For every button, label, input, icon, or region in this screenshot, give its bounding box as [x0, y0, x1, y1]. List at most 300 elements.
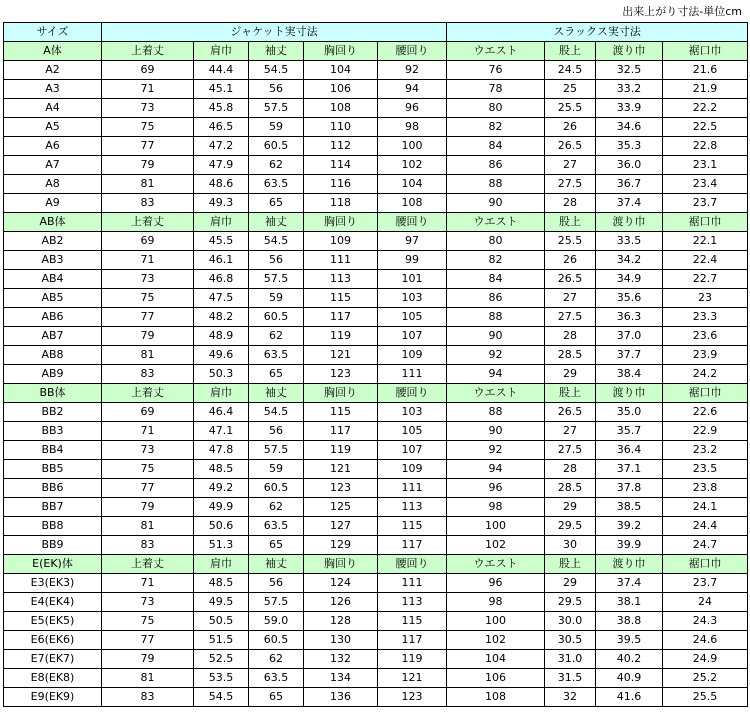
header-slacks: スラックス実寸法: [447, 23, 748, 42]
measurement-cell: 41.6: [596, 688, 663, 707]
measurement-cell: 75: [102, 612, 194, 631]
size-cell: AB3: [4, 251, 102, 270]
measurement-cell: 90: [447, 327, 545, 346]
table-row: [4, 194, 748, 213]
measurement-cell: 54.5: [249, 61, 304, 80]
size-cell: E4(EK4): [4, 593, 102, 612]
measurement-cell: 28.5: [545, 346, 596, 365]
table-row: [4, 251, 748, 270]
measurement-cell: 49.5: [194, 593, 249, 612]
measurement-cell: 59.0: [249, 612, 304, 631]
measurement-cell: 62: [249, 650, 304, 669]
column-header: 上着丈: [102, 555, 194, 574]
measurement-cell: 27: [545, 289, 596, 308]
measurement-cell: 37.4: [596, 574, 663, 593]
column-header: ウエスト: [447, 384, 545, 403]
measurement-cell: 102: [447, 536, 545, 555]
measurement-cell: 98: [378, 118, 447, 137]
measurement-cell: 105: [378, 422, 447, 441]
measurement-cell: 26.5: [545, 137, 596, 156]
size-cell: BB8: [4, 517, 102, 536]
measurement-cell: 23.7: [663, 574, 748, 593]
measurement-cell: 54.5: [194, 688, 249, 707]
measurement-cell: 37.0: [596, 327, 663, 346]
size-cell: A9: [4, 194, 102, 213]
column-header: ウエスト: [447, 555, 545, 574]
measurement-cell: 81: [102, 517, 194, 536]
measurement-cell: 79: [102, 156, 194, 175]
measurement-cell: 76: [447, 61, 545, 80]
measurement-cell: 134: [304, 669, 378, 688]
column-header: 股上: [545, 42, 596, 61]
measurement-cell: 123: [304, 479, 378, 498]
section-title: E(EK)体: [4, 555, 102, 574]
column-header: 胸回り: [304, 555, 378, 574]
measurement-cell: 29.5: [545, 593, 596, 612]
column-header: 渡り巾: [596, 384, 663, 403]
measurement-cell: 102: [447, 631, 545, 650]
table-row: [4, 137, 748, 156]
size-cell: AB6: [4, 308, 102, 327]
size-cell: AB5: [4, 289, 102, 308]
measurement-cell: 107: [378, 441, 447, 460]
table-row: [4, 403, 748, 422]
measurement-cell: 111: [378, 479, 447, 498]
measurement-cell: 98: [447, 498, 545, 517]
size-cell: A6: [4, 137, 102, 156]
size-cell: E6(EK6): [4, 631, 102, 650]
table-row: [4, 175, 748, 194]
measurement-cell: 77: [102, 631, 194, 650]
measurement-cell: 88: [447, 175, 545, 194]
measurement-cell: 30.0: [545, 612, 596, 631]
measurement-cell: 38.8: [596, 612, 663, 631]
measurement-cell: 32: [545, 688, 596, 707]
measurement-cell: 27.5: [545, 308, 596, 327]
measurement-cell: 47.1: [194, 422, 249, 441]
measurement-cell: 36.4: [596, 441, 663, 460]
measurement-cell: 69: [102, 61, 194, 80]
measurement-cell: 129: [304, 536, 378, 555]
size-cell: BB7: [4, 498, 102, 517]
measurement-cell: 56: [249, 80, 304, 99]
measurement-cell: 23.8: [663, 479, 748, 498]
measurement-cell: 92: [447, 441, 545, 460]
measurement-cell: 73: [102, 99, 194, 118]
measurement-cell: 121: [304, 460, 378, 479]
measurement-cell: 71: [102, 251, 194, 270]
measurement-cell: 49.6: [194, 346, 249, 365]
measurement-cell: 28: [545, 194, 596, 213]
measurement-cell: 57.5: [249, 270, 304, 289]
measurement-cell: 69: [102, 232, 194, 251]
column-header: 肩巾: [194, 555, 249, 574]
measurement-cell: 23.3: [663, 308, 748, 327]
measurement-cell: 125: [304, 498, 378, 517]
measurement-cell: 75: [102, 118, 194, 137]
measurement-cell: 24.3: [663, 612, 748, 631]
section-header-row: [4, 213, 748, 232]
column-header: 袖丈: [249, 555, 304, 574]
measurement-cell: 84: [447, 270, 545, 289]
measurement-cell: 84: [447, 137, 545, 156]
table-row: [4, 612, 748, 631]
column-header: 袖丈: [249, 213, 304, 232]
measurement-cell: 118: [304, 194, 378, 213]
measurement-cell: 81: [102, 669, 194, 688]
measurement-cell: 35.6: [596, 289, 663, 308]
measurement-cell: 24.4: [663, 517, 748, 536]
measurement-cell: 124: [304, 574, 378, 593]
measurement-cell: 26.5: [545, 270, 596, 289]
measurement-cell: 65: [249, 536, 304, 555]
measurement-cell: 35.0: [596, 403, 663, 422]
measurement-cell: 109: [304, 232, 378, 251]
measurement-cell: 73: [102, 441, 194, 460]
measurement-cell: 102: [378, 156, 447, 175]
section-header-row: [4, 384, 748, 403]
measurement-cell: 65: [249, 365, 304, 384]
measurement-cell: 27.5: [545, 175, 596, 194]
measurement-cell: 88: [447, 403, 545, 422]
size-cell: A7: [4, 156, 102, 175]
measurement-cell: 90: [447, 194, 545, 213]
header-size: サイズ: [4, 23, 102, 42]
column-header: 腰回り: [378, 213, 447, 232]
table-row: [4, 498, 748, 517]
measurement-cell: 39.2: [596, 517, 663, 536]
measurement-cell: 103: [378, 289, 447, 308]
measurement-cell: 119: [304, 441, 378, 460]
measurement-cell: 86: [447, 289, 545, 308]
column-header: 股上: [545, 384, 596, 403]
measurement-cell: 73: [102, 593, 194, 612]
measurement-cell: 71: [102, 574, 194, 593]
measurement-cell: 45.1: [194, 80, 249, 99]
measurement-cell: 116: [304, 175, 378, 194]
measurement-cell: 104: [447, 650, 545, 669]
measurement-cell: 50.3: [194, 365, 249, 384]
measurement-cell: 113: [378, 593, 447, 612]
size-cell: E7(EK7): [4, 650, 102, 669]
measurement-cell: 60.5: [249, 308, 304, 327]
measurement-cell: 49.2: [194, 479, 249, 498]
measurement-cell: 37.1: [596, 460, 663, 479]
size-cell: E9(EK9): [4, 688, 102, 707]
measurement-cell: 25.5: [663, 688, 748, 707]
measurement-cell: 52.5: [194, 650, 249, 669]
table-row: [4, 517, 748, 536]
table-row: [4, 80, 748, 99]
measurement-cell: 23: [663, 289, 748, 308]
measurement-cell: 21.9: [663, 80, 748, 99]
size-cell: BB2: [4, 403, 102, 422]
measurement-cell: 63.5: [249, 669, 304, 688]
size-cell: AB4: [4, 270, 102, 289]
measurement-cell: 83: [102, 536, 194, 555]
measurement-cell: 28.5: [545, 479, 596, 498]
header-jacket: ジャケット実寸法: [102, 23, 447, 42]
measurement-cell: 56: [249, 251, 304, 270]
measurement-cell: 111: [378, 365, 447, 384]
column-header: 腰回り: [378, 384, 447, 403]
measurement-cell: 38.4: [596, 365, 663, 384]
size-cell: A2: [4, 61, 102, 80]
measurement-cell: 73: [102, 270, 194, 289]
measurement-cell: 47.9: [194, 156, 249, 175]
measurement-cell: 33.2: [596, 80, 663, 99]
table-row: [4, 346, 748, 365]
measurement-cell: 48.9: [194, 327, 249, 346]
size-cell: A5: [4, 118, 102, 137]
measurement-cell: 51.5: [194, 631, 249, 650]
measurement-cell: 77: [102, 137, 194, 156]
measurement-cell: 22.5: [663, 118, 748, 137]
measurement-cell: 117: [378, 536, 447, 555]
measurement-cell: 27: [545, 422, 596, 441]
table-row: [4, 422, 748, 441]
column-header: ウエスト: [447, 42, 545, 61]
column-header: 胸回り: [304, 213, 378, 232]
column-header: 肩巾: [194, 42, 249, 61]
measurement-cell: 28: [545, 460, 596, 479]
measurement-cell: 94: [447, 365, 545, 384]
measurement-cell: 113: [304, 270, 378, 289]
table-row: [4, 365, 748, 384]
measurement-cell: 83: [102, 194, 194, 213]
measurement-cell: 96: [447, 574, 545, 593]
column-header: 腰回り: [378, 555, 447, 574]
measurement-cell: 104: [304, 61, 378, 80]
measurement-cell: 37.8: [596, 479, 663, 498]
column-header: 腰回り: [378, 42, 447, 61]
measurement-cell: 111: [378, 574, 447, 593]
column-header: 裾口巾: [663, 384, 748, 403]
measurement-cell: 119: [304, 327, 378, 346]
measurement-cell: 57.5: [249, 99, 304, 118]
size-cell: AB2: [4, 232, 102, 251]
measurement-cell: 26: [545, 251, 596, 270]
section-header-row: [4, 42, 748, 61]
measurement-cell: 39.9: [596, 536, 663, 555]
measurement-cell: 71: [102, 422, 194, 441]
column-header: ウエスト: [447, 213, 545, 232]
measurement-cell: 94: [447, 460, 545, 479]
measurement-cell: 22.9: [663, 422, 748, 441]
measurement-cell: 94: [378, 80, 447, 99]
measurement-cell: 115: [378, 517, 447, 536]
measurement-cell: 47.5: [194, 289, 249, 308]
section-title: AB体: [4, 213, 102, 232]
measurement-cell: 123: [304, 365, 378, 384]
measurement-cell: 92: [378, 61, 447, 80]
table-row: [4, 688, 748, 707]
table-row: [4, 593, 748, 612]
section-header-row: [4, 555, 748, 574]
measurement-cell: 36.0: [596, 156, 663, 175]
measurement-cell: 132: [304, 650, 378, 669]
column-header: 肩巾: [194, 384, 249, 403]
measurement-cell: 48.5: [194, 574, 249, 593]
measurement-cell: 106: [447, 669, 545, 688]
measurement-cell: 57.5: [249, 593, 304, 612]
measurement-cell: 121: [304, 346, 378, 365]
measurement-cell: 38.5: [596, 498, 663, 517]
measurement-cell: 22.1: [663, 232, 748, 251]
measurement-cell: 23.1: [663, 156, 748, 175]
measurement-cell: 62: [249, 156, 304, 175]
measurement-cell: 79: [102, 498, 194, 517]
measurement-cell: 40.2: [596, 650, 663, 669]
measurement-cell: 111: [304, 251, 378, 270]
measurement-cell: 27: [545, 156, 596, 175]
measurement-cell: 121: [378, 669, 447, 688]
column-header: 上着丈: [102, 213, 194, 232]
measurement-cell: 25.2: [663, 669, 748, 688]
measurement-cell: 106: [304, 80, 378, 99]
measurement-cell: 23.7: [663, 194, 748, 213]
measurement-cell: 34.9: [596, 270, 663, 289]
measurement-cell: 34.2: [596, 251, 663, 270]
column-header: 肩巾: [194, 213, 249, 232]
measurement-cell: 126: [304, 593, 378, 612]
size-cell: A8: [4, 175, 102, 194]
measurement-cell: 51.3: [194, 536, 249, 555]
table-row: [4, 650, 748, 669]
measurement-cell: 22.6: [663, 403, 748, 422]
measurement-cell: 30.5: [545, 631, 596, 650]
measurement-cell: 117: [304, 308, 378, 327]
measurement-cell: 69: [102, 403, 194, 422]
measurement-cell: 119: [378, 650, 447, 669]
measurement-cell: 22.7: [663, 270, 748, 289]
measurement-cell: 26.5: [545, 403, 596, 422]
column-header: 胸回り: [304, 42, 378, 61]
measurement-cell: 38.1: [596, 593, 663, 612]
column-header: 袖丈: [249, 384, 304, 403]
table-row: [4, 536, 748, 555]
size-cell: E3(EK3): [4, 574, 102, 593]
size-cell: AB7: [4, 327, 102, 346]
measurement-cell: 50.6: [194, 517, 249, 536]
measurement-cell: 63.5: [249, 346, 304, 365]
column-header: 渡り巾: [596, 213, 663, 232]
measurement-cell: 56: [249, 574, 304, 593]
size-cell: AB9: [4, 365, 102, 384]
table-row: [4, 460, 748, 479]
unit-note: 出来上がり寸法-単位cm: [622, 5, 742, 18]
measurement-cell: 29: [545, 574, 596, 593]
measurement-cell: 100: [378, 137, 447, 156]
measurement-cell: 108: [304, 99, 378, 118]
measurement-cell: 46.5: [194, 118, 249, 137]
measurement-cell: 101: [378, 270, 447, 289]
measurement-cell: 108: [447, 688, 545, 707]
size-cell: E8(EK8): [4, 669, 102, 688]
measurement-cell: 97: [378, 232, 447, 251]
measurement-cell: 136: [304, 688, 378, 707]
measurement-cell: 113: [378, 498, 447, 517]
measurement-cell: 46.8: [194, 270, 249, 289]
measurement-cell: 48.6: [194, 175, 249, 194]
measurement-cell: 26: [545, 118, 596, 137]
measurement-cell: 31.5: [545, 669, 596, 688]
measurement-cell: 39.5: [596, 631, 663, 650]
measurement-cell: 45.8: [194, 99, 249, 118]
measurement-cell: 90: [447, 422, 545, 441]
measurement-cell: 77: [102, 479, 194, 498]
table-row: [4, 479, 748, 498]
column-header: 渡り巾: [596, 42, 663, 61]
measurement-cell: 78: [447, 80, 545, 99]
size-table: [3, 22, 748, 707]
measurement-cell: 29.5: [545, 517, 596, 536]
column-header: 股上: [545, 555, 596, 574]
measurement-cell: 29: [545, 365, 596, 384]
measurement-cell: 115: [378, 612, 447, 631]
measurement-cell: 81: [102, 175, 194, 194]
column-header: 裾口巾: [663, 555, 748, 574]
measurement-cell: 100: [447, 517, 545, 536]
measurement-cell: 23.5: [663, 460, 748, 479]
table-header-row: [4, 23, 748, 42]
measurement-cell: 63.5: [249, 517, 304, 536]
measurement-cell: 82: [447, 118, 545, 137]
measurement-cell: 22.2: [663, 99, 748, 118]
size-cell: AB8: [4, 346, 102, 365]
measurement-cell: 117: [378, 631, 447, 650]
measurement-cell: 59: [249, 289, 304, 308]
column-header: 裾口巾: [663, 42, 748, 61]
measurement-cell: 24.7: [663, 536, 748, 555]
table-row: [4, 99, 748, 118]
table-row: [4, 156, 748, 175]
measurement-cell: 46.1: [194, 251, 249, 270]
measurement-cell: 62: [249, 498, 304, 517]
measurement-cell: 24.6: [663, 631, 748, 650]
column-header: 裾口巾: [663, 213, 748, 232]
size-cell: BB3: [4, 422, 102, 441]
measurement-cell: 25: [545, 80, 596, 99]
measurement-cell: 130: [304, 631, 378, 650]
measurement-cell: 109: [378, 460, 447, 479]
measurement-cell: 30: [545, 536, 596, 555]
measurement-cell: 45.5: [194, 232, 249, 251]
table-row: [4, 441, 748, 460]
measurement-cell: 99: [378, 251, 447, 270]
measurement-cell: 96: [447, 479, 545, 498]
measurement-cell: 108: [378, 194, 447, 213]
measurement-cell: 86: [447, 156, 545, 175]
table-row: [4, 308, 748, 327]
measurement-cell: 59: [249, 460, 304, 479]
size-cell: BB9: [4, 536, 102, 555]
column-header: 袖丈: [249, 42, 304, 61]
measurement-cell: 37.7: [596, 346, 663, 365]
measurement-cell: 75: [102, 460, 194, 479]
measurement-cell: 80: [447, 99, 545, 118]
measurement-cell: 35.3: [596, 137, 663, 156]
measurement-cell: 57.5: [249, 441, 304, 460]
column-header: 上着丈: [102, 384, 194, 403]
table-row: [4, 327, 748, 346]
measurement-cell: 47.2: [194, 137, 249, 156]
measurement-cell: 54.5: [249, 232, 304, 251]
measurement-cell: 62: [249, 327, 304, 346]
section-title: BB体: [4, 384, 102, 403]
measurement-cell: 123: [378, 688, 447, 707]
measurement-cell: 60.5: [249, 631, 304, 650]
